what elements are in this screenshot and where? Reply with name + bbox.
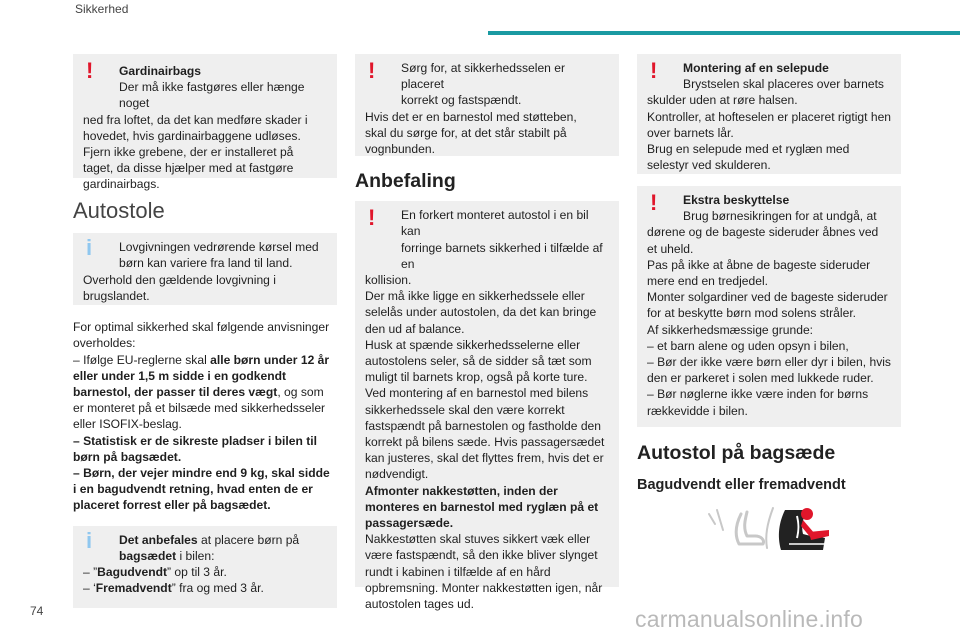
lovgiv-first-line: Lovgivningen vedrørende kørsel med [119,240,319,255]
autostole-heading: Autostole [73,198,165,223]
bagudvendt-fremadvendt-subheading: Bagudvendt eller fremadvendt [637,477,846,494]
gardin-line: ned fra loftet, da det kan medføre skader i [83,112,308,127]
forkert-text: kollision. Der må ikke ligge en sikkerhedssele eller selelås under autostolen, da det kan bringe den ud af balance. Husk at spænde sikkerhedsselerne eller autostolens seler, så de sidder så tæt som muligt til barnets krop, også på korte ture. Ved montering af en barnestol med bilens sikkerhedssele skal den være korrekt fastspændt på barnestolen og fastholde den korrekt på bilens sæde. Hvis passagersædet kan justeres, skal det flyttes frem, hvis det er nødvendigt. [365,273,605,482]
info-icon: i [86,235,93,261]
forkert-first-line: En forkert monteret autostol i en bil kan [401,208,589,239]
column-3 [637,54,901,493]
lovgiv-line: brugslandet. [83,288,150,303]
child-seat-icon [703,500,838,560]
ekstra-line: Pas på ikke at åbne de bageste sideruder [647,257,871,272]
lovgiv-info-box [73,233,337,305]
autostol-bagsaede-heading: Autostol på bagsæde [637,442,836,464]
selepude-line: skulder uden at røre halsen. [647,93,798,108]
warning-icon: ! [368,205,376,231]
ekstra-title: Ekstra beskyttelse [683,193,790,207]
selepude-line: over barnets lår. [647,125,734,140]
selepude-warning-box [637,54,901,174]
header-accent-bar [488,31,960,35]
ekstra-line: – Bør der ikke være børn eller dyr i bilen, hvis [647,355,891,370]
selepude-title: Montering af en selepude [683,61,829,75]
page-number: 74 [30,604,44,618]
forkert-text-2: Nakkestøtten skal stuves sikkert væk eller være fastspændt, så den ikke bliver slynget rundt i kabinen i tilfælde af en hård opbremsning. Monter nakkestøtten igen, når autostolen tages ud. [365,532,603,612]
selepude-first-line: Brystselen skal placeres over barnets [683,77,884,92]
bullet-3: – Børn, der vejer mindre end 9 kg, skal sidde i en bagudvendt retning, hvad enten de er placeret forrest eller på bagsædet. [73,466,330,513]
gardin-line: gardinairbags. [83,177,160,192]
anbefal-item-fremadvendt: – ‘Fremadvendt” fra og med 3 år. [83,581,264,596]
ekstra-line: mere end en tredjedel. [647,274,769,289]
warning-icon: ! [650,58,658,83]
selepude-line: selestyr ved skulderen. [647,158,771,173]
gardin-warning-box [73,54,337,192]
forkert-warning-box [355,201,619,612]
optimal-safety-text [73,319,337,513]
forkert-second-line: forringe barnets sikkerhed i tilfælde af en [401,240,603,271]
intro-text: For optimal sikkerhed skal følgende anvisninger overholdes: [73,320,330,351]
gardin-title: Gardinairbags [119,64,201,78]
warning-icon: ! [368,58,376,83]
ekstra-line: – et barn alene og uden opsyn i bilen, [647,338,849,353]
gardin-line: hovedet, hvis gardinairbaggene udløses. [83,128,301,143]
header-section-title: Sikkerhed [75,2,129,16]
gardin-line: taget, da disse hjælper med at fastgøre [83,161,294,176]
korrekt-warning-box [355,54,619,156]
column-2 [355,54,619,612]
lovgiv-line: børn kan variere fra land til land. [119,256,293,271]
ekstra-line: et uheld. [647,241,694,256]
watermark-text: carmanualsonline.info [635,606,863,632]
ekstra-first-line: Brug børnesikringen for at undgå, at [683,209,877,224]
lovgiv-line: Overhold den gældende lovgivning i [83,272,276,287]
column-1 [73,54,337,608]
ekstra-line: Af sikkerhedsmæssige grunde: [647,322,814,337]
gardin-first-line: Der må ikke fastgøres eller hænge noget [119,80,305,111]
korrekt-line: vognbunden. [365,142,435,157]
anbefal-first-line: Det anbefales at placere børn på [119,532,300,547]
ekstra-line: – Bør nøglerne ikke være inden for børns [647,387,869,402]
forkert-bold-text: Afmonter nakkestøtten, inden der monteres en barnestol med ryglæn på et passagersæde. [365,483,599,531]
selepude-line: Brug en selepude med et ryglæn med [647,142,850,157]
info-icon: i [86,527,93,553]
anbefal-item-bagudvendt: – ”Bagudvendt” op til 3 år. [83,565,227,580]
bullet-2: – Statistisk er de sikreste pladser i bilen til børn på bagsædet. [73,433,317,464]
korrekt-second-line: korrekt og fastspændt. [401,93,522,108]
anbefaling-heading: Anbefaling [355,170,456,192]
ekstra-warning-box [637,186,901,427]
warning-icon: ! [86,58,94,83]
anbefal-info-box [73,526,337,608]
ekstra-line: den er parkeret i solen med lukkede ruder. [647,371,874,386]
selepude-line: Kontroller, at hofteselen er placeret rigtigt hen [647,109,892,124]
warning-icon: ! [650,190,658,215]
korrekt-line: skal du sørge for, at det står stabilt på [365,125,567,140]
korrekt-line: Hvis det er en barnestol med støtteben, [365,109,577,124]
ekstra-line: rækkevidde i bilen. [647,403,748,418]
bullet-1: – Ifølge EU-reglerne skal alle børn under 12 år eller under 1,5 m sidde i en godkendt barnestol, der passer til deres vægt, og som er monteret på et bilsæde med sikkerhedsseler eller ISOFIX-beslag. [73,352,330,432]
gardin-line: Fjern ikke grebene, der er installeret på [83,145,294,160]
korrekt-first-line: Sørg for, at sikkerhedsselen er placeret [401,61,566,92]
ekstra-line: for at beskytte børn mod solens stråler. [647,306,857,321]
ekstra-line: dørene og de bageste sideruder åbnes ved [647,225,879,240]
ekstra-line: Monter solgardiner ved de bageste sideruder [647,290,888,305]
anbefal-second-line: bagsædet i bilen: [119,548,215,563]
